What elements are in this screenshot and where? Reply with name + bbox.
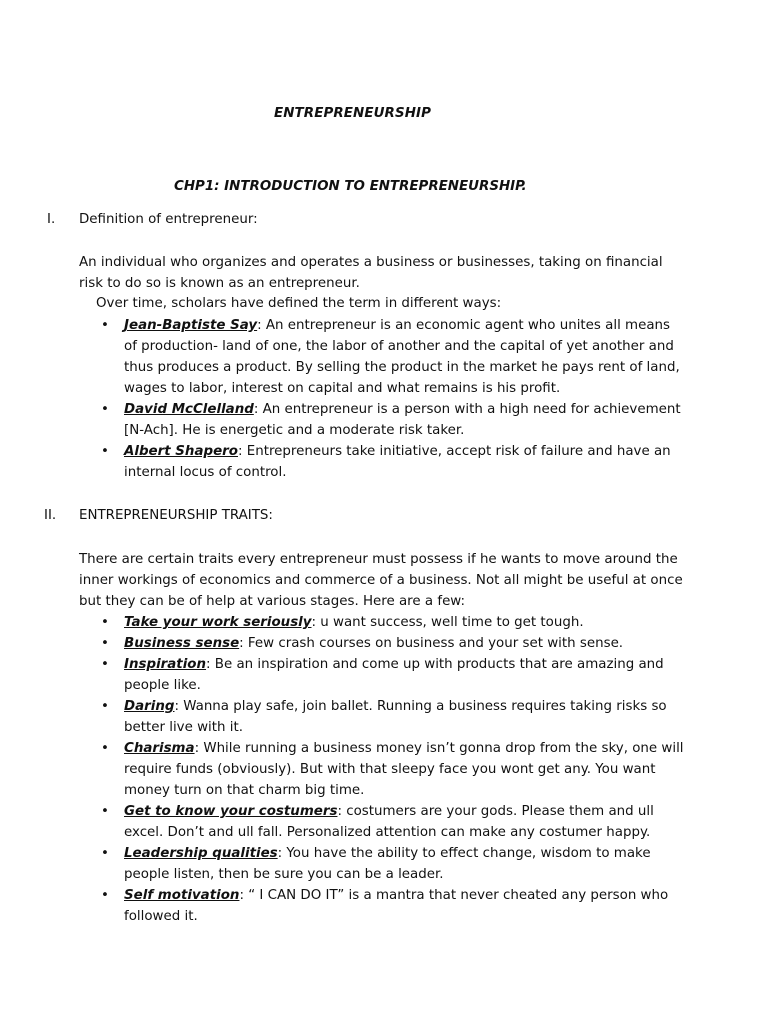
section-number: I. — [47, 212, 56, 227]
list-item — [0, 654, 684, 696]
bullet-icon: • — [101, 636, 109, 651]
list-item-text: : costumers are your gods. Please them and ull excel. Don’t and ull fall. Personalized attention can make any costumer happy. — [124, 804, 654, 840]
list-item — [0, 441, 684, 483]
bullet-icon: • — [101, 804, 109, 819]
list-item-text: : An entrepreneur is an economic agent who unites all means of production- land of one, the labor of another and the capital of yet another and thus produces a product. By selling the product in the market he pays rent of land, wages to labor, interest on capital and what remains is his profit. — [124, 318, 680, 396]
list-item — [0, 885, 684, 927]
paragraph: There are certain traits every entrepreneur must possess if he wants to move around the inner workings of economics and commerce of a business. Not all might be useful at once but they can be of help at various stages. Here are a few: — [79, 552, 683, 609]
list-item-term: Business sense — [124, 636, 240, 651]
bullet-icon: • — [101, 741, 109, 756]
list-item-text: : Few crash courses on business and your set with sense. — [239, 636, 624, 651]
list-item-term: Daring — [124, 699, 175, 714]
section-number: II. — [44, 508, 57, 523]
list-item — [0, 696, 684, 738]
list-item-text: : u want success, well time to get tough. — [311, 615, 584, 630]
list-item-text: : Entrepreneurs take initiative, accept risk of failure and have an internal locus of control. — [124, 444, 671, 480]
list-item — [0, 633, 684, 654]
list-item-term: Take your work seriously — [124, 615, 312, 630]
section-heading: Definition of entrepreneur: — [79, 212, 258, 227]
bullet-icon: • — [101, 657, 109, 672]
list-item-text: : You have the ability to effect change, wisdom to make people listen, then be sure you can be a leader. — [124, 846, 651, 882]
bullet-icon: • — [101, 318, 109, 333]
list-item-term: Get to know your costumers — [124, 804, 338, 819]
lead-text: Over time, scholars have defined the term in different ways: — [96, 296, 502, 311]
list-item — [0, 801, 684, 843]
section-heading: ENTREPRENEURSHIP TRAITS: — [79, 508, 273, 523]
list-item-text: : “ I CAN DO IT” is a mantra that never cheated any person who followed it. — [124, 888, 669, 924]
list-item — [0, 738, 684, 801]
list-item-text: : While running a business money isn’t gonna drop from the sky, one will require funds (obviously). But with that sleepy face you wont get any. You want money turn on that charm big time. — [124, 741, 684, 798]
list-item — [0, 843, 684, 885]
list-item — [0, 315, 684, 399]
list-item-term: Leadership qualities — [124, 846, 278, 861]
chapter-heading: CHP1: INTRODUCTION TO ENTREPRENEURSHIP. — [174, 179, 527, 194]
list-item-text: : Be an inspiration and come up with products that are amazing and people like. — [124, 657, 664, 693]
definition-list — [0, 315, 768, 483]
list-item-term: Self motivation — [124, 888, 240, 903]
list-item-term: Inspiration — [124, 657, 207, 672]
list-item-text: : Wanna play safe, join ballet. Running a business requires taking risks so better live with it. — [124, 699, 667, 735]
bullet-icon: • — [101, 402, 109, 417]
list-item — [0, 399, 684, 441]
traits-list — [0, 612, 768, 927]
bullet-icon: • — [101, 615, 109, 630]
bullet-icon: • — [101, 444, 109, 459]
list-item-text: : An entrepreneur is a person with a high need for achievement [N-Ach]. He is energetic and a moderate risk taker. — [124, 402, 681, 438]
list-item-term: Albert Shapero — [124, 444, 238, 459]
paragraph: An individual who organizes and operates a business or businesses, taking on financial risk to do so is known as an entrepreneur. — [79, 255, 663, 291]
document-title: ENTREPRENEURSHIP — [274, 106, 432, 121]
list-item-term: Charisma — [124, 741, 195, 756]
bullet-icon: • — [101, 699, 109, 714]
list-item — [0, 612, 684, 633]
list-item-term: Jean-Baptiste Say — [124, 318, 258, 333]
bullet-icon: • — [101, 846, 109, 861]
bullet-icon: • — [101, 888, 109, 903]
list-item-term: David McClelland — [124, 402, 254, 417]
